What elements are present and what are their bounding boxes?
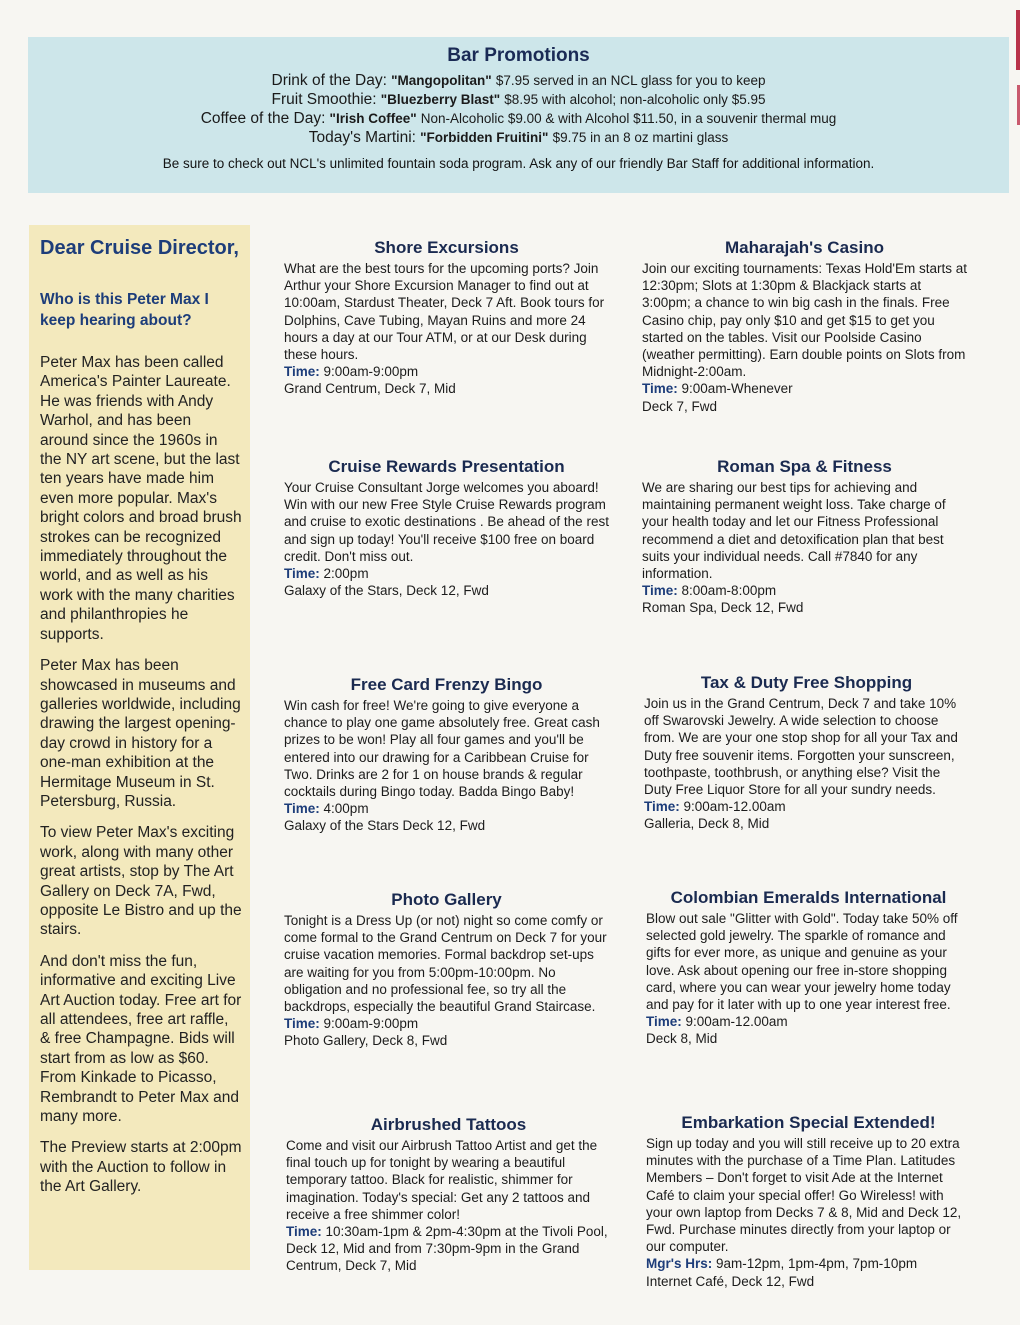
section-title: Roman Spa & Fitness — [717, 457, 892, 476]
section-duty-free — [644, 673, 969, 833]
section-location: Photo Gallery, Deck 8, Fwd — [284, 1033, 448, 1049]
section-time — [642, 380, 967, 397]
section-title: Airbrushed Tattoos — [370, 1115, 527, 1134]
section-spa-fitness — [642, 457, 967, 617]
time-value: 9am-12pm, 1pm-4pm, 7pm-10pm — [716, 1256, 918, 1272]
section-title: Maharajah's Casino — [725, 238, 884, 257]
section-body: What are the best tours for the upcoming ports? Join Arthur your Shore Excursion Manager to find out at 10:00am, Stardust Theater, Deck 7 Aft. Book tours for Dolphins, Cave Tubing, Mayan Ruins and more 24 hours a day at our Tour ATM, or at our Desk during these hours. — [284, 261, 605, 363]
section-location: Galaxy of the Stars, Deck 12, Fwd — [284, 583, 489, 599]
section-time — [284, 363, 609, 380]
section-cruise-rewards — [284, 457, 609, 599]
section-casino — [642, 238, 967, 415]
promo-key: Today's Martini: — [308, 129, 416, 146]
promo-detail: $8.95 with alcohol; non-alcoholic only $5.95 — [504, 92, 766, 107]
time-label: Time: — [644, 799, 680, 815]
time-value: 8:00am-8:00pm — [681, 583, 777, 599]
section-title: Colombian Emeralds International — [670, 888, 947, 907]
section-location: Galaxy of the Stars Deck 12, Fwd — [284, 818, 486, 834]
section-bingo — [284, 675, 609, 835]
time-value: 4:00pm — [323, 801, 369, 817]
sidebar-paragraph: The Preview starts at 2:00pm with the Auction to follow in the Art Gallery. — [40, 1139, 242, 1196]
time-label: Mgr's Hrs: — [646, 1256, 713, 1272]
time-value: 2:00pm — [323, 566, 369, 582]
section-body: We are sharing our best tips for achieving and maintaining permanent weight loss. Take charge of your health today and let our Fitness Professional recommend a diet and detoxification plan that best suits your individual needs. Call #7840 for any information. — [642, 480, 946, 582]
bar-promotions-title: Bar Promotions — [447, 45, 590, 66]
sidebar-paragraph: Peter Max has been called America's Painter Laureate. He was friends with Andy Warhol, and has been around since the 1960s in the NY art scene, but the last ten years have made him even more popular. Max's bright colors and broad brush strokes can be recognized immediately throughout the world, and as well as his work with the many charities and philanthropies he supports. — [40, 354, 242, 643]
section-title: Cruise Rewards Presentation — [328, 457, 565, 476]
sidebar-question: Who is this Peter Max I keep hearing about? — [40, 291, 209, 329]
section-location: Galleria, Deck 8, Mid — [644, 816, 770, 832]
section-body: Come and visit our Airbrush Tattoo Artist and get the final touch up for tonight by wearing a beautiful temporary tattoo. Black for realistic, shimmer for imagination. Today's special: Get any 2 tattoos and receive a free shimmer color! — [286, 1138, 598, 1222]
section-location: Deck 8, Mid — [646, 1031, 718, 1047]
promo-key: Drink of the Day: — [271, 72, 387, 89]
bar-promotions-note: Be sure to check out NCL's unlimited fountain soda program. Ask any of our friendly Bar Staff for additional information. — [162, 156, 875, 171]
section-body: Join our exciting tournaments: Texas Hold'Em starts at 12:30pm; Slots at 1:30pm & Blackjack starts at 3:00pm; a chance to win big cash in the finals. Free Casino chip, pay only $10 and get $15 to get you started on the tables. Visit our Poolside Casino (weather permitting). Earn double points on Slots from Midnight-2:00am. — [642, 261, 967, 380]
time-label: Time: — [284, 1016, 320, 1032]
section-title: Photo Gallery — [391, 890, 502, 909]
sidebar-paragraph: And don't miss the fun, informative and exciting Live Art Auction today. Free art for all attendees, free art raffle, & free Champagne. Bids will start from as low as $60. From Kinkade to Picasso, Rembrandt to Peter Max and many more. — [40, 952, 242, 1126]
section-location: Deck 7, Fwd — [642, 398, 718, 414]
promo-key: Fruit Smoothie: — [271, 91, 377, 108]
promo-detail: $9.75 in an 8 oz martini glass — [552, 130, 729, 145]
promo-name: "Bluezberry Blast" — [380, 92, 501, 107]
section-title: Embarkation Special Extended! — [681, 1113, 936, 1132]
promo-line — [28, 71, 1009, 90]
section-body: Tonight is a Dress Up (or not) night so come comfy or come formal to the Grand Centrum on Deck 7 for your cruise vacation memories. Formal backdrop set-ups are waiting for you from 5:00pm-10:00pm. No obligation and no professional fee, so try all the backdrops, especially the beautiful Grand Staircase. — [284, 913, 607, 1015]
section-location: Internet Café, Deck 12, Fwd — [646, 1273, 815, 1289]
time-label: Time: — [642, 381, 678, 397]
time-label: Time: — [646, 1014, 682, 1030]
time-value: 9:00am-12.00am — [683, 799, 786, 815]
time-value: 10:30am-1pm & 2pm-4:30pm at the Tivoli Pool, Deck 12, Mid and from 7:30pm-9pm in the Grand Centrum, Deck 7, Mid — [286, 1224, 608, 1274]
time-value: 9:00am-12.00am — [685, 1014, 788, 1030]
time-value: 9:00am-9:00pm — [323, 364, 419, 380]
sidebar-paragraph: To view Peter Max's exciting work, along with many other great artists, stop by The Art Gallery on Deck 7A, Fwd, opposite Le Bistro and up the stairs. — [40, 824, 242, 939]
section-embarkation-special — [646, 1113, 971, 1290]
edge-mark — [1016, 10, 1020, 70]
section-time — [646, 1013, 971, 1030]
bar-promotions-banner — [28, 37, 1009, 193]
sidebar-paragraph: Peter Max has been showcased in museums and galleries worldwide, including drawing the largest opening-day crowd in history for a one-man exhibition at the Hermitage Museum in St. Petersburg, Russia. — [40, 657, 241, 810]
section-title: Free Card Frenzy Bingo — [350, 675, 543, 694]
time-label: Time: — [284, 566, 320, 582]
time-label: Time: — [642, 583, 678, 599]
promo-name: "Mangopolitan" — [391, 73, 492, 88]
section-body: Blow out sale "Glitter with Gold". Today take 50% off selected gold jewelry. The sparkle of romance and gifts for ever more, as unique and genuine as your love. Ask about opening our free in-store shopping card, where you can wear your jewelry home today and pay for it later with up to one year interest free. — [646, 911, 958, 1013]
promo-line — [28, 109, 1009, 128]
section-body: Sign up today and you will still receive up to 20 extra minutes with the purchase of a Time Plan. Latitudes Members – Don't forget to visit Ade at the Internet Café to claim your special offer! Go Wireless! with your own laptop from Decks 7 & 8, Mid and Deck 12, Fwd. Purchase minutes directly from your laptop or our computer. — [646, 1136, 962, 1255]
section-airbrushed-tattoos — [286, 1115, 611, 1275]
section-body: Your Cruise Consultant Jorge welcomes you aboard! Win with our new Free Style Cruise Rewards program and cruise to exotic destinations . Be ahead of the rest and sign up today! You'll receive $100 free on board credit. Don't miss out. — [284, 480, 609, 564]
promo-detail: $7.95 served in an NCL glass for you to keep — [495, 73, 766, 88]
time-value: 9:00am-Whenever — [681, 381, 793, 397]
section-location: Roman Spa, Deck 12, Fwd — [642, 600, 804, 616]
section-title: Shore Excursions — [374, 238, 519, 257]
time-label: Time: — [284, 801, 320, 817]
promo-detail: Non-Alcoholic $9.00 & with Alcohol $11.50, in a souvenir thermal mug — [420, 111, 837, 126]
promo-name: "Irish Coffee" — [329, 111, 417, 126]
section-time — [284, 565, 609, 582]
section-location: Grand Centrum, Deck 7, Mid — [284, 381, 456, 397]
time-label: Time: — [284, 364, 320, 380]
section-colombian-emeralds — [646, 888, 971, 1048]
section-shore-excursions — [284, 238, 609, 398]
section-body: Join us in the Grand Centrum, Deck 7 and take 10% off Swarovski Jewelry. A wide selection to choose from. We are your one stop shop for all your Tax and Duty free souvenir items. Forgotten your sunscreen, toothpaste, toothbrush, or anything else? Visit the Duty Free Liquor Store for all your sundry needs. — [644, 696, 958, 798]
section-time — [644, 798, 969, 815]
section-time — [646, 1255, 971, 1272]
time-value: 9:00am-9:00pm — [323, 1016, 419, 1032]
section-time — [642, 582, 967, 599]
section-time — [284, 1015, 609, 1032]
promo-line — [28, 128, 1009, 147]
promo-key: Coffee of the Day: — [200, 110, 326, 127]
section-body: Win cash for free! We're going to give everyone a chance to play one game absolutely free. Great cash prizes to be won! Play all four games and you'll be entered into our drawing for a Caribbean Cruise for Two. Drinks are 2 for 1 on house brands & regular cocktails during Bingo today. Badda Bingo Baby! — [284, 698, 600, 800]
time-label: Time: — [286, 1224, 322, 1240]
promo-line — [28, 90, 1009, 109]
section-title: Tax & Duty Free Shopping — [700, 673, 913, 692]
section-time — [286, 1223, 611, 1275]
section-time — [284, 800, 609, 817]
cruise-director-sidebar — [29, 225, 250, 1270]
promo-name: "Forbidden Fruitini" — [420, 130, 549, 145]
sidebar-title: Dear Cruise Director, — [40, 237, 239, 259]
section-photo-gallery — [284, 890, 609, 1050]
